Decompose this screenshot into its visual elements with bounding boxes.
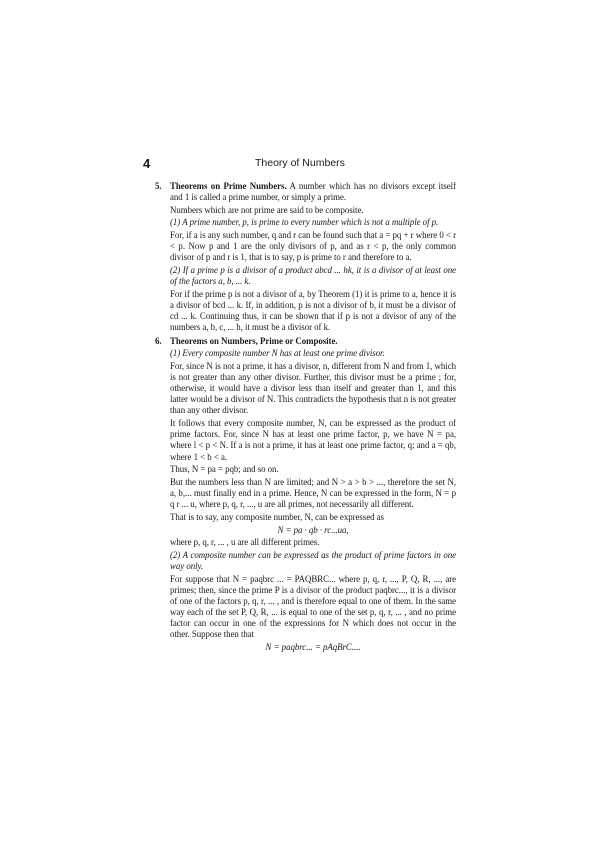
paragraph: But the numbers less than N are limited; and N > a > b > ..., therefore the set N, a, b,... must finally end in a prime. Hence, N can be expressed in the form, N = p q r ... u, where p, q, r, ..., u are all primes, not necessarily all different.	[170, 476, 456, 510]
section-title: Theorems on Prime Numbers.	[170, 181, 287, 191]
paragraph: A number which has no divisors except itself and 1 is called a prime number, or simply a prime.	[170, 181, 456, 203]
paragraph: where p, q, r, ... , u are all different primes.	[170, 537, 320, 548]
theorem-statement: (1) A prime number, p, is prime to every number which is not a multiple of p.	[170, 217, 439, 228]
paragraph: Numbers which are not prime are said to be composite.	[170, 204, 364, 215]
paragraph: Thus, N = pa = pqb; and so on.	[170, 464, 279, 475]
page-number: 4	[143, 156, 151, 171]
display-equation: N = pa · qb · rc...ua,	[277, 524, 349, 535]
paragraph: For if the prime p is not a divisor of a, by Theorem (1) it is prime to a, hence it is a divisor of bcd ... k. If, in addition, p is not a divisor of b, it must be a divisor of cd ... k. Continuing thus, it can be shown that if p is not a divisor of any of the numbers a, b, c, ... h, it must be a divisor of k.	[170, 288, 456, 333]
theorem-statement: (1) Every composite number N has at least one prime divisor.	[170, 348, 385, 359]
paragraph: That is to say, any composite number, N, can be expressed as	[170, 511, 384, 522]
paragraph: For suppose that N = paqbrc ... = PAQBRC... where p, q, r, ..., P, Q, R, ..., are primes; then, since the prime P is a divisor of the product paqbrc..., it is a divisor of one of the factors p, q, r, ... , and is therefore equal to one of them. In the same way each of the set P, Q, R, ... is equal to one of the set p, q, r, ... , and no prime factor can occur in one of the expressions for N which does not occur in the other. Suppose then that	[170, 573, 456, 640]
paragraph: It follows that every composite number, N, can be expressed as the product of prime factors. For, since N has at least one prime factor, p, we have N = pa, where l < p < N. If a is not a prime, it has at least one prime factor, q; and a = qb, where 1 < b < a.	[170, 418, 456, 462]
page-body	[155, 181, 456, 655]
display-equation: N = paqbrc... = pAqBrC....	[265, 642, 361, 653]
theorem-statement: (2) A composite number can be expressed as the product of prime factors in one way only.	[170, 549, 456, 571]
section-title: Theorems on Numbers, Prime or Composite.	[170, 335, 338, 346]
running-header	[143, 156, 453, 170]
section-5-heading-paragraph	[155, 181, 456, 203]
section-number: 6.	[155, 335, 162, 346]
paragraph: For, if a is any such number, q and r can be found such that a = pq + r where 0 < r < p. Now p and 1 are the only divisors of p, and as r < p, the only common divisor of p and r is 1, that is to say, p is prime to r and therefore to a.	[170, 230, 456, 263]
paragraph: For, since N is not a prime, it has a divisor, n, different from N and from 1, which is not greater than any other divisor. Further, this divisor must be a prime ; for, otherwise, it would have a divisor less than itself and greater than 1, and this latter would be a divisor of N. This contradicts the hypothesis that n is not greater than any other divisor.	[170, 360, 456, 416]
section-number: 5.	[155, 181, 162, 191]
theorem-statement: (2) If a prime p is a divisor of a product abcd ... hk, it is a divisor of at least one of the factors a, b, ... k.	[170, 265, 456, 287]
running-title: Theory of Numbers	[255, 157, 345, 169]
section-6-heading-paragraph	[155, 335, 456, 347]
